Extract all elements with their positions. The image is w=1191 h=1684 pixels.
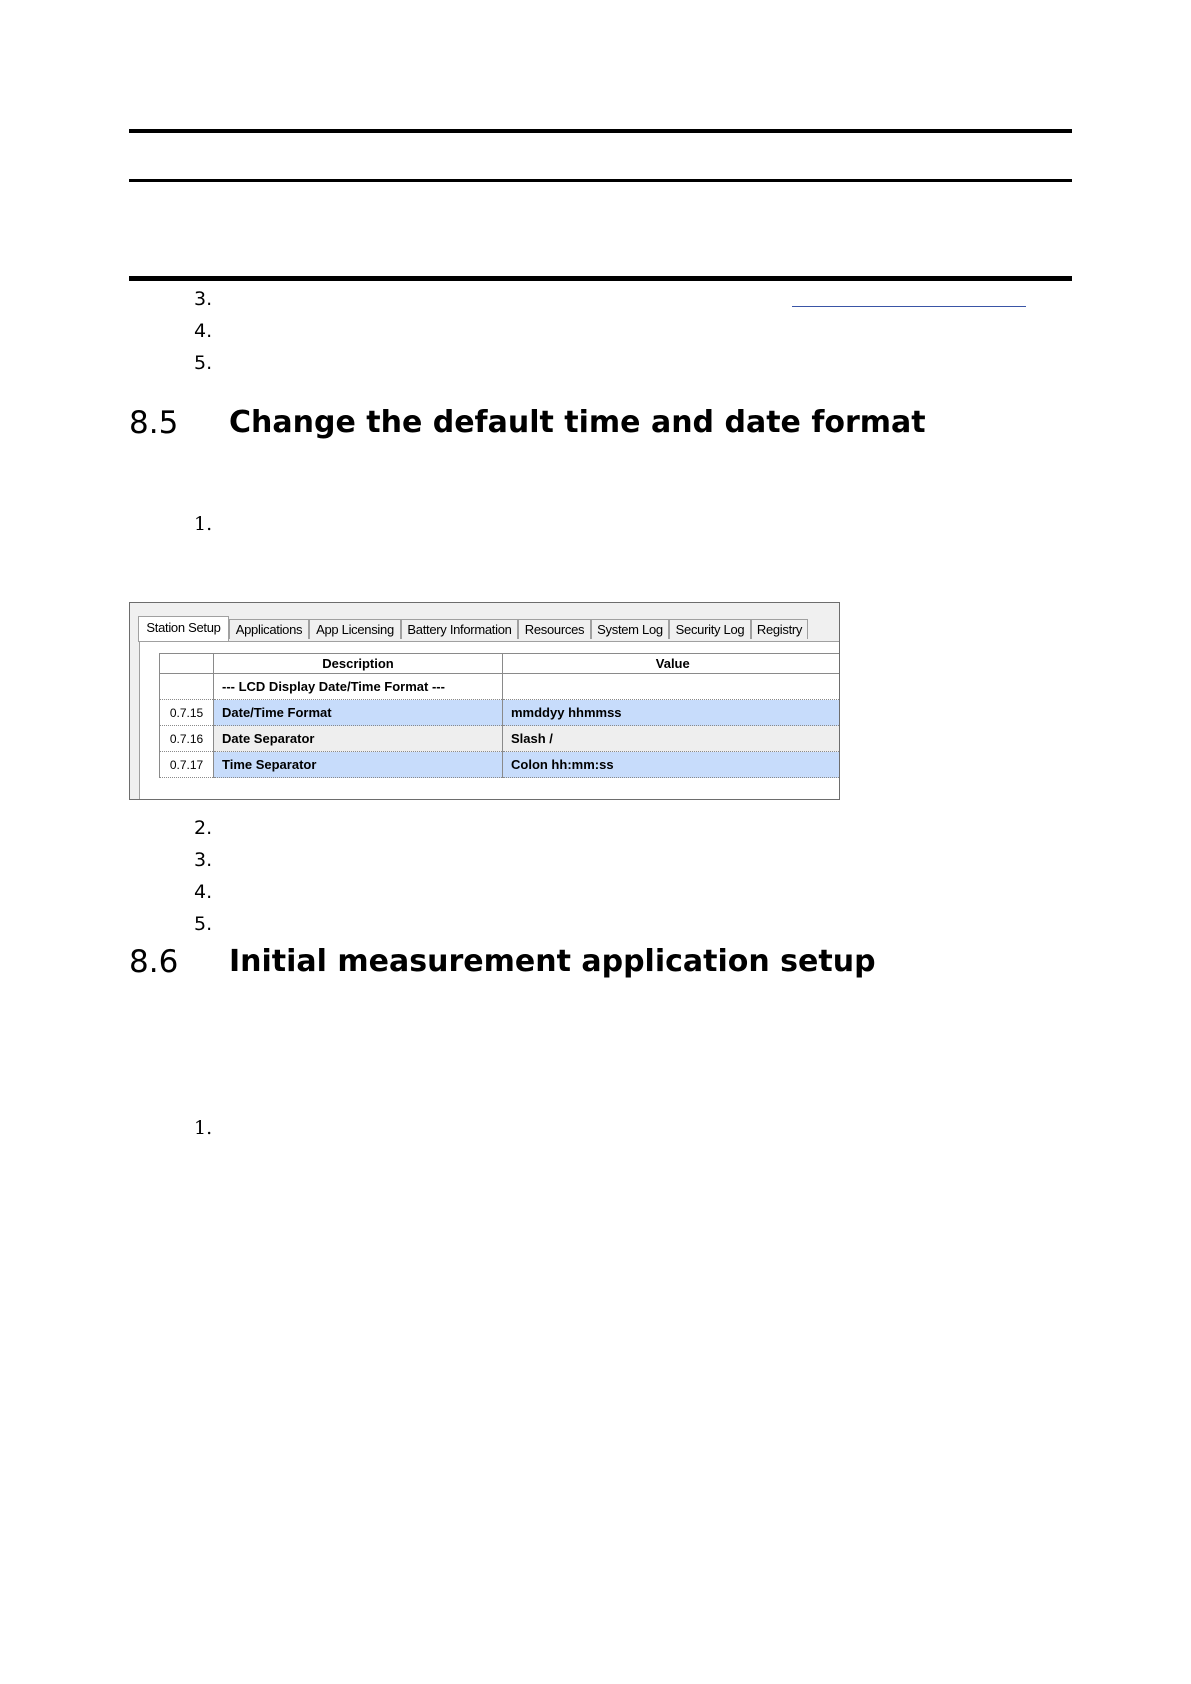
row-value[interactable] [503, 674, 841, 700]
step-number: 2. [194, 817, 213, 839]
step-number: 4. [194, 881, 213, 903]
station-setup-screenshot [129, 602, 840, 800]
tab-applications[interactable]: Applications [229, 619, 309, 639]
tab-station-setup[interactable]: Station Setup [138, 616, 229, 642]
step-number: 5. [194, 913, 213, 935]
row-id [160, 674, 214, 700]
row-id: 0.7.15 [160, 700, 214, 726]
row-id: 0.7.16 [160, 726, 214, 752]
section-title: Initial measurement application setup [229, 944, 876, 979]
section-number: 8.5 [129, 405, 179, 441]
settings-table [159, 653, 840, 778]
header-rule-top [129, 129, 1072, 133]
tab-system-log[interactable]: System Log [591, 619, 669, 639]
hyperlink-underline[interactable] [792, 306, 1026, 307]
header-rule-bottom [129, 276, 1072, 281]
list-number: 4. [194, 320, 213, 342]
row-value[interactable]: Slash / [503, 726, 841, 752]
table-header-row [160, 654, 841, 674]
list-number: 3. [194, 288, 213, 310]
tab-resources[interactable]: Resources [518, 619, 591, 639]
table-row[interactable] [160, 726, 841, 752]
step-number: 1. [194, 513, 213, 535]
column-header-description[interactable]: Description [214, 654, 503, 674]
column-header-index [160, 654, 214, 674]
list-number: 5. [194, 352, 213, 374]
row-description: --- LCD Display Date/Time Format --- [214, 674, 503, 700]
row-description: Date/Time Format [214, 700, 503, 726]
table-row[interactable] [160, 700, 841, 726]
table-row[interactable] [160, 674, 841, 700]
step-number: 1. [194, 1117, 213, 1139]
row-value[interactable]: mmddyy hhmmss [503, 700, 841, 726]
station-setup-panel [139, 641, 840, 800]
header-rule-middle [129, 179, 1072, 182]
tab-registry[interactable]: Registry [751, 619, 808, 639]
row-description: Date Separator [214, 726, 503, 752]
step-number: 3. [194, 849, 213, 871]
column-header-value[interactable]: Value [503, 654, 841, 674]
section-number: 8.6 [129, 944, 179, 980]
tab-security-log[interactable]: Security Log [669, 619, 751, 639]
row-description: Time Separator [214, 752, 503, 778]
tab-app-licensing[interactable]: App Licensing [309, 619, 401, 639]
row-value[interactable]: Colon hh:mm:ss [503, 752, 841, 778]
tab-battery-information[interactable]: Battery Information [401, 619, 518, 639]
row-id: 0.7.17 [160, 752, 214, 778]
section-title: Change the default time and date format [229, 405, 926, 440]
table-row[interactable] [160, 752, 841, 778]
